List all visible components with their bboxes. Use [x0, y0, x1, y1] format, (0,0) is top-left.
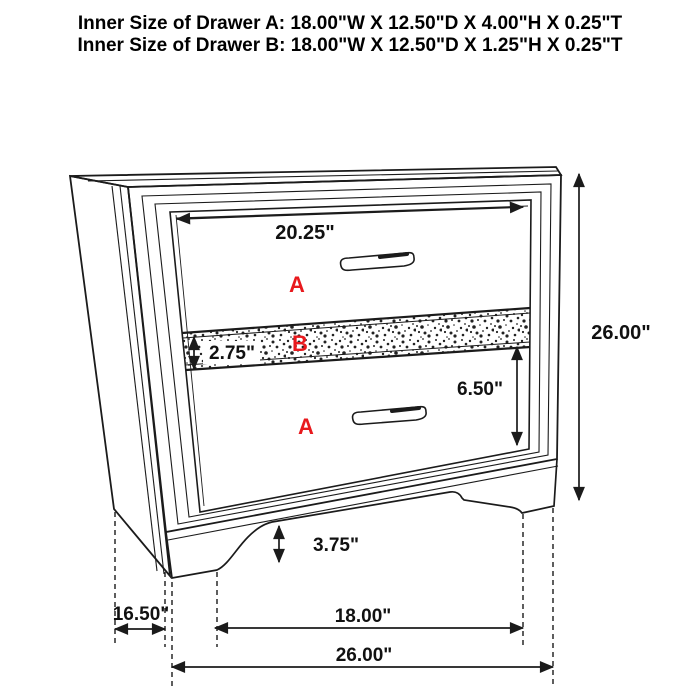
dim-depth	[113, 604, 170, 629]
dim-overall-height-label: 26.00"	[591, 322, 651, 344]
drawer-a-bottom-label: A	[298, 414, 314, 439]
title-line-drawer-b: Inner Size of Drawer B: 18.00"W X 12.50"D X 1.25"H X 0.25"T	[77, 35, 623, 56]
base-rail-and-legs	[166, 459, 558, 578]
dim-leg-height-label: 3.75"	[313, 535, 359, 556]
dim-opening-width	[177, 207, 523, 244]
dim-between-legs	[215, 606, 523, 628]
bottom-drawer-handle	[353, 407, 427, 425]
dim-drawer-a-front	[457, 347, 517, 445]
cabinet-left-side-panel	[70, 176, 170, 576]
top-drawer-handle	[341, 253, 415, 271]
dim-leg-height	[279, 526, 359, 562]
dim-overall-width-label: 26.00"	[335, 645, 393, 666]
title-line-drawer-a: Inner Size of Drawer A: 18.00"W X 12.50"D X 4.00"H X 0.25"T	[77, 13, 623, 34]
dim-between-legs-label: 18.00"	[334, 606, 392, 627]
dim-overall-height	[579, 174, 651, 500]
drawer-b-label: B	[292, 331, 308, 356]
dim-opening-width-arrow	[177, 207, 523, 219]
dim-opening-width-label: 20.25"	[275, 222, 335, 244]
dim-drawer-a-front-label: 6.50"	[457, 379, 503, 400]
drawer-a-top-label: A	[289, 272, 305, 297]
dim-depth-label: 16.50"	[112, 604, 170, 625]
dim-drawer-b-front-label: 2.75"	[209, 343, 255, 364]
dim-overall-width	[172, 645, 553, 667]
